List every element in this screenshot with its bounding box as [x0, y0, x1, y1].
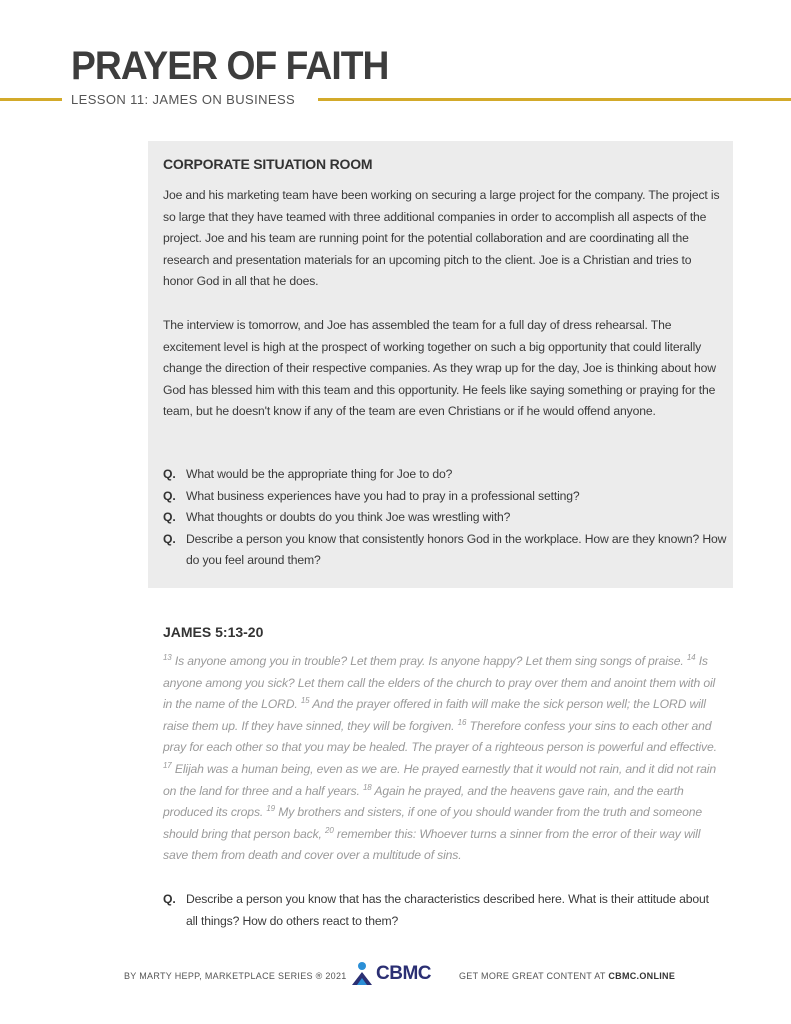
verse-number: 16 — [457, 717, 467, 727]
verse-text: Therefore confess your sins to each other and pray for each other so that you may be healed. The prayer of a righteous person is powerful and effective. — [163, 718, 717, 755]
question-marker: Q. — [163, 467, 176, 481]
situation-paragraph-1: Joe and his marketing team have been working on securing a large project for the company. The project is so large that they have teamed with three additional companies in order to accomplish all aspects of the project. Joe and his team are running point for the potential collaboration and are coordinating all the research and presentation materials for an upcoming pitch to the client. Joe is a Christian and tries to honor God in all that he does. — [163, 188, 720, 289]
cbmc-logo — [348, 961, 440, 987]
question-marker: Q. — [163, 531, 176, 546]
verse-number: 17 — [163, 760, 172, 770]
footer-cta-prefix: GET MORE GREAT CONTENT AT — [459, 971, 606, 981]
verse-number: 18 — [362, 782, 372, 792]
question-text: What business experiences have you had to pray in a professional setting? — [186, 488, 580, 503]
verse-number: 19 — [266, 804, 275, 814]
question-text: Describe a person you know that consistently honors God in the workplace. How are they known? How do you feel around them? — [186, 531, 727, 568]
verse-number: 14 — [686, 652, 696, 662]
situation-questions — [163, 464, 728, 572]
header-rule-left — [0, 98, 62, 101]
question-marker: Q. — [163, 510, 176, 525]
cbmc-logo-icon — [348, 961, 376, 987]
verse-number: 20 — [325, 825, 334, 835]
verse-text: Again he prayed, and the heavens gave rain, and the earth produced its crops. — [163, 783, 684, 820]
footer-link[interactable]: CBMC.ONLINE — [608, 971, 676, 981]
verse-text: Is anyone among you in trouble? Let them pray. Is anyone happy? Let them sing songs of praise. — [174, 654, 684, 668]
question-marker: Q. — [163, 488, 176, 503]
page-title: PRAYER OF FAITH — [71, 44, 389, 88]
scripture-heading: JAMES 5:13-20 — [163, 624, 264, 640]
verse-text: Is anyone among you sick? Let them call the elders of the church to pray over them and anoint them with oil in the name of the LORD. — [163, 654, 716, 712]
question-text: What thoughts or doubts do you think Joe was wrestling with? — [186, 510, 511, 525]
verse-number: 13 — [163, 652, 172, 662]
question-text: Describe a person you know that has the characteristics described here. What is their attitude about all things? How do others react to them? — [186, 892, 709, 928]
question-marker: Q. — [163, 892, 176, 906]
situation-heading: CORPORATE SITUATION ROOM — [163, 156, 373, 172]
verse-text: My brothers and sisters, if one of you should wander from the truth and someone should bring that person back, — [163, 805, 702, 841]
question-item — [163, 486, 728, 508]
verse-text: remember this: Whoever turns a sinner from the error of their way will save them from death and cover over a multitude of sins. — [163, 826, 701, 863]
situation-paragraph-2: The interview is tomorrow, and Joe has assembled the team for a full day of dress rehearsal. The excitement level is high at the prospect of working together on such a big opportunity that could literally change the direction of their respective companies. As they wrap up for the day, Joe is thinking about how God has blessed him with this team and this opportunity. He feels like saying something or praying for the team, but he doesn't know if any of the team are even Christians or if he would offend anyone. — [163, 318, 716, 419]
scripture-passage — [163, 651, 723, 867]
scripture-question — [163, 889, 723, 932]
question-item — [163, 529, 728, 572]
author-credit: BY MARTY HEPP, MARKETPLACE SERIES ® 2021 — [124, 971, 347, 981]
header-rule-right — [318, 98, 791, 101]
verse-number: 15 — [300, 696, 310, 706]
question-text: What would be the appropriate thing for Joe to do? — [186, 467, 453, 481]
verse-text: And the prayer offered in faith will make the sick person well; the LORD will raise them up. If they have sinned, they will be forgiven. — [163, 697, 706, 733]
verse-text: Elijah was a human being, even as we are. He prayed earnestly that it would not rain, and it did not rain on the land for three and a half years. — [163, 761, 716, 798]
lesson-subtitle: LESSON 11: JAMES ON BUSINESS — [71, 92, 296, 107]
question-item — [163, 507, 728, 529]
cbmc-logo-text: CBMC — [376, 963, 431, 984]
footer-cta — [459, 971, 675, 981]
question-item — [163, 464, 728, 486]
